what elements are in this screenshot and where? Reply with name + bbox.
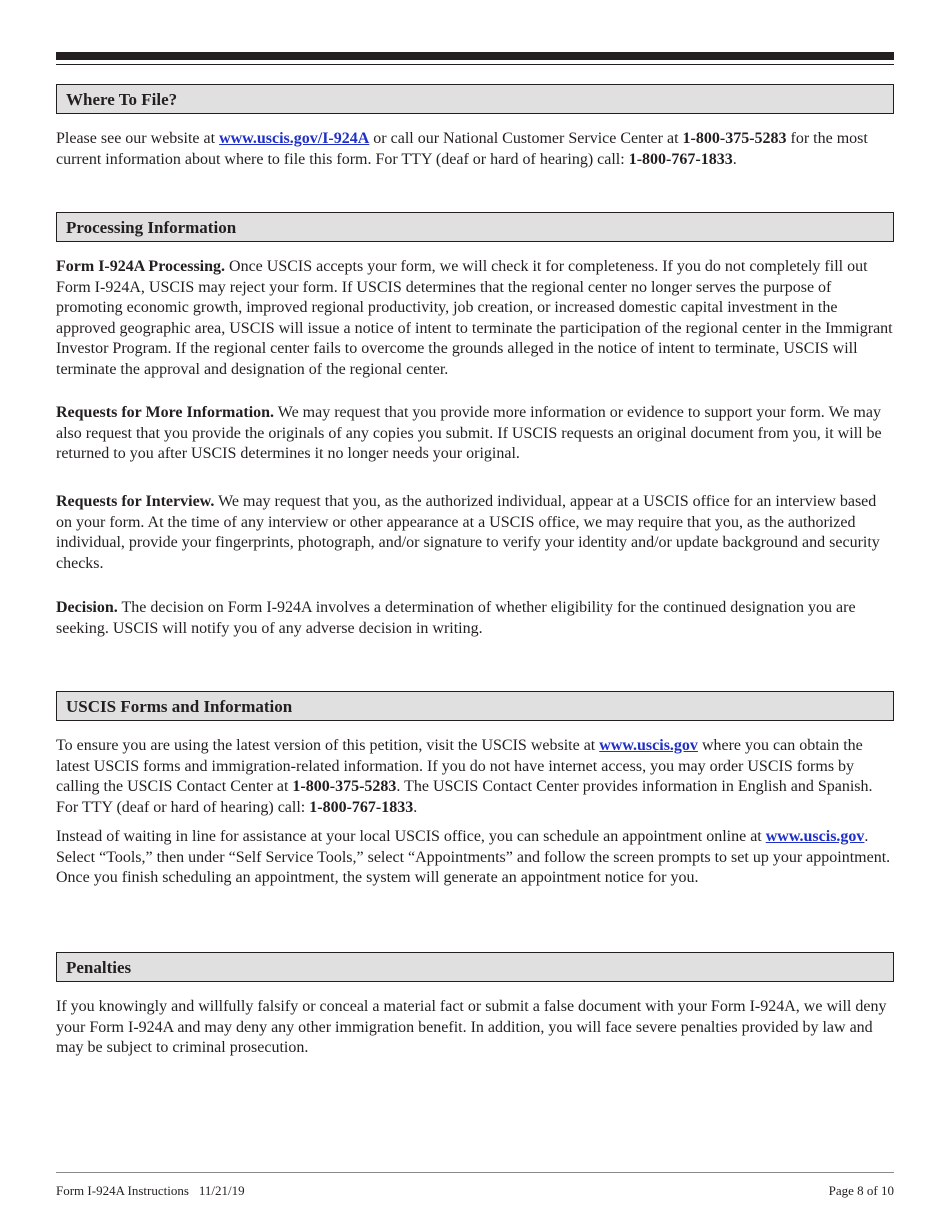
processing-paragraph: Form I-924A Processing. Once USCIS accepts your form, we will check it for completeness. If you do not completely fill out Form I-924A, USCIS may reject your form. If USCIS determines that the regional center no longer serves the purpose of promoting economic growth, improved regional productivity, job creation, or increased domestic capital investment in the approved geographic area, USCIS will issue a notice of intent to terminate the participation of the regional center in the Immigrant Investor Program. If the regional center fails to overcome the grounds alleged in the notice of intent to terminate, USCIS will terminate the approval and designation of the regional center. <box>56 258 893 378</box>
paragraph-lead: Decision. <box>56 599 118 616</box>
page-number: Page 8 of 10 <box>828 1183 894 1198</box>
footer-date: 11/21/19 <box>198 1183 245 1198</box>
paragraph-lead: Requests for More Information. <box>56 404 275 421</box>
footer-form-label <box>56 1183 245 1199</box>
footer-rule <box>56 1172 894 1173</box>
top-thin-rule <box>56 64 894 65</box>
top-heavy-rule <box>56 52 894 60</box>
decision-paragraph: Decision. The decision on Form I-924A involves a determination of whether eligibility for the continued designation you are seeking. USCIS will notify you of any adverse decision in writing. <box>56 599 856 637</box>
uscis-website-link[interactable]: www.uscis.gov <box>765 828 865 845</box>
paragraph-lead: Requests for Interview. <box>56 493 215 510</box>
uscis-i924a-link[interactable]: www.uscis.gov/I-924A <box>219 130 370 147</box>
phone-number: 1-800-375-5283 <box>682 130 787 147</box>
tty-phone-number: 1-800-767-1833 <box>309 798 414 816</box>
section-header-penalties <box>56 952 894 982</box>
more-information-paragraph: Requests for More Information. We may request that you provide more information or evidence to support your form. We may also request that you provide the originals of any copies you submit. If USCIS requests an original document from you, it will be returned to you after USCIS determines it no longer needs your original. <box>56 404 882 462</box>
section-title: Penalties <box>66 958 132 977</box>
footer-form-name: Form I-924A Instructions <box>56 1183 189 1198</box>
section-header-uscis-forms <box>56 691 894 721</box>
paragraph-lead: Form I-924A Processing. <box>56 258 226 275</box>
section-title: USCIS Forms and Information <box>66 697 293 716</box>
penalties-paragraph: If you knowingly and willfully falsify or conceal a material fact or submit a false document with your Form I-924A, we will deny your Form I-924A and may deny any other immigration benefit. In addition, you will face severe penalties provided by law and may be subject to criminal prosecution. <box>56 998 887 1056</box>
section-title: Processing Information <box>66 218 237 237</box>
uscis-website-link[interactable]: www.uscis.gov <box>599 737 698 754</box>
section-header-where-to-file <box>56 84 894 114</box>
section-header-processing-information <box>56 212 894 242</box>
appointment-paragraph: Instead of waiting in line for assistance at your local USCIS office, you can schedule an appointment online at www.uscis.gov. Select “Tools,” then under “Self Service Tools,” select “Appointments” and follow the screen prompts to set up your appointment. Once you finish scheduling an appointment, the system will generate an appointment notice for you. <box>56 828 891 886</box>
contact-center-phone: 1-800-375-5283 <box>292 778 397 795</box>
where-to-file-paragraph: Please see our website at www.uscis.gov/I-924A or call our National Customer Service Center at 1-800-375-5283 for the most current information about where to file this form. For TTY (deaf or hard of hearing) call: 1-800-767-1833. <box>56 130 868 168</box>
forms-paragraph: To ensure you are using the latest version of this petition, visit the USCIS website at www.uscis.gov where you can obtain the latest USCIS forms and immigration-related information. If you do not have internet access, you may order USCIS forms by calling the USCIS Contact Center at 1-800-375-5283. The USCIS Contact Center provides information in English and Spanish. For TTY (deaf or hard of hearing) call: 1-800-767-1833. <box>56 737 873 816</box>
interview-paragraph: Requests for Interview. We may request that you, as the authorized individual, appear at a USCIS office for an interview based on your form. At the time of any interview or other appearance at a USCIS office, we may require that you, as the authorized individual, provide your fingerprints, photograph, and/or signature to verify your identity and/or update background and security checks. <box>56 493 880 572</box>
tty-phone-number: 1-800-767-1833 <box>628 150 733 168</box>
section-title: Where To File? <box>66 90 178 109</box>
